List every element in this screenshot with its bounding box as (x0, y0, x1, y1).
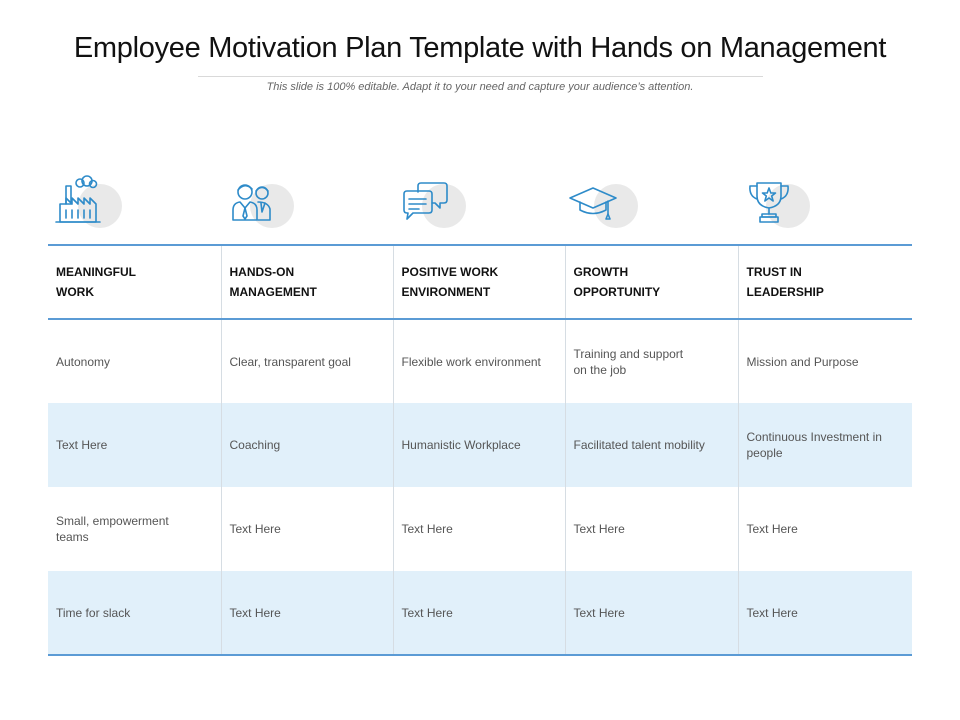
header-meaningful-work: MEANINGFUL WORK (56, 265, 136, 299)
table-cell: Text Here (393, 571, 565, 655)
table-header-row (48, 245, 912, 319)
header-positive-work-environment: POSITIVE WORK ENVIRONMENT (393, 245, 565, 319)
header-trust-in-leadership: TRUST IN LEADERSHIP (738, 245, 912, 319)
table-cell: Time for slack (56, 605, 131, 620)
factory-icon-wrap (52, 172, 122, 234)
table-row (48, 571, 912, 655)
trophy-icon-wrap (740, 172, 810, 234)
table-cell: Autonomy (56, 354, 111, 369)
table-cell: Text Here (738, 571, 912, 655)
title-divider (198, 76, 763, 77)
table-cell: Text Here (56, 438, 108, 452)
table-cell: Training and support on the job (565, 319, 738, 403)
table-cell: Facilitated talent mobility (565, 403, 738, 487)
business-people-icon (224, 172, 284, 228)
table-cell: Mission and Purpose (738, 319, 912, 403)
table-cell: Small, empowerment teams (56, 514, 169, 544)
table-cell: Text Here (221, 571, 393, 655)
table-row (48, 319, 912, 403)
table-row (48, 403, 912, 487)
chat-icon-wrap (396, 172, 466, 234)
cap-icon-wrap (568, 172, 638, 234)
table-cell: Text Here (738, 487, 912, 571)
table-cell: Continuous Investment in people (738, 403, 912, 487)
table-cell: Flexible work environment (393, 319, 565, 403)
table-cell: Text Here (221, 487, 393, 571)
chat-bubbles-icon (396, 172, 456, 228)
motivation-plan-table (48, 244, 912, 656)
trophy-icon (740, 172, 800, 228)
table-cell: Humanistic Workplace (393, 403, 565, 487)
table-cell: Coaching (221, 403, 393, 487)
header-hands-on-management: HANDS-ON MANAGEMENT (221, 245, 393, 319)
page-title: Employee Motivation Plan Template with Hands on Management (73, 32, 887, 64)
table-cell: Text Here (565, 571, 738, 655)
header-growth-opportunity: GROWTH OPPORTUNITY (565, 245, 738, 319)
graduation-cap-icon (568, 172, 628, 228)
page-subtitle: This slide is 100% editable. Adapt it to your need and capture your audience’s attention. (266, 81, 694, 93)
table-cell: Text Here (565, 487, 738, 571)
table-row (48, 487, 912, 571)
factory-icon (52, 172, 112, 228)
table-cell: Clear, transparent goal (221, 319, 393, 403)
table-cell: Text Here (393, 487, 565, 571)
people-icon-wrap (224, 172, 294, 234)
